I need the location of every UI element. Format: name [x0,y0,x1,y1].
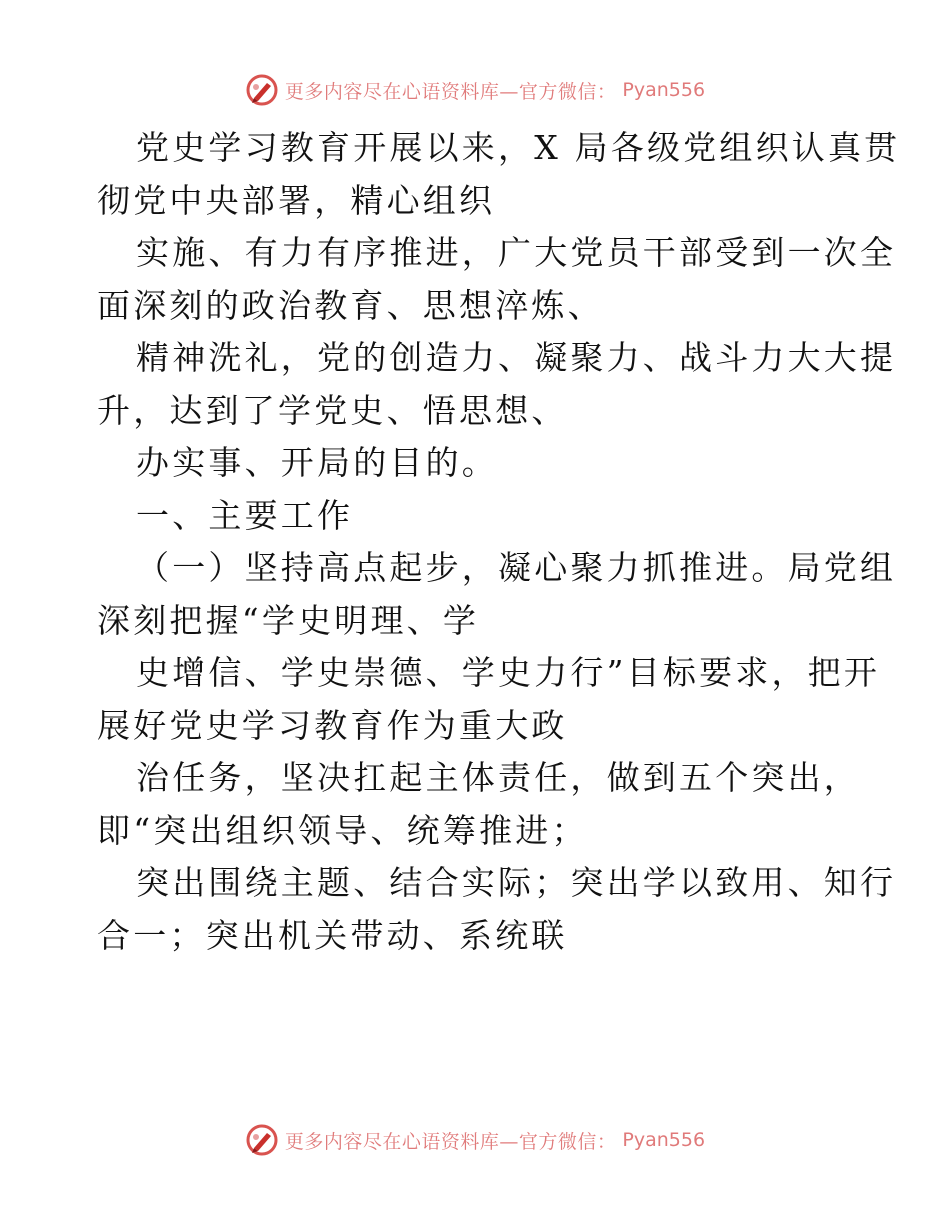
pen-logo-icon [245,1123,279,1157]
footer-watermark [0,1120,950,1160]
text-line: 深刻把握“学史明理、学 [97,600,480,640]
watermark-text: 更多内容尽在心语资料库—官方微信： [284,1130,617,1153]
section-heading: 一、主要工作 [136,495,354,535]
text-line: 实施、有力有序推进，广大党员干部受到一次全 [136,233,897,272]
text-line: 党史学习教育开展以来，X 局各级党组织认真贯 [136,128,901,167]
text-line: 面深刻的政治教育、思想淬炼、 [97,285,604,325]
text-line: 升，达到了学党史、悟思想、 [97,390,568,430]
text-line: 合一；突出机关带动、系统联 [97,915,568,955]
watermark-wechat-id: Pyan556 [622,1129,706,1151]
text-line: （一）坚持高点起步，凝心聚力抓推进。局党组 [136,548,897,587]
document-body [97,122,901,962]
pen-logo-icon [245,73,279,107]
header-watermark [0,70,950,110]
text-line: 即“突出组织领导、统筹推进； [97,810,588,850]
text-line: 精神洗礼，党的创造力、凝聚力、战斗力大大提 [136,338,897,377]
text-line: 突出围绕主题、结合实际；突出学以致用、知行 [136,863,897,902]
text-line: 治任务，坚决扛起主体责任，做到五个突出， [136,758,860,797]
text-line: 史增信、学史崇德、学史力行”目标要求，把开 [136,653,881,692]
text-line: 展好党史学习教育作为重大政 [97,705,568,745]
watermark-text: 更多内容尽在心语资料库—官方微信： [284,80,617,103]
text-line: 彻党中央部署，精心组织 [97,180,496,220]
watermark-wechat-id: Pyan556 [622,79,706,101]
text-line: 办实事、开局的目的。 [136,443,498,482]
